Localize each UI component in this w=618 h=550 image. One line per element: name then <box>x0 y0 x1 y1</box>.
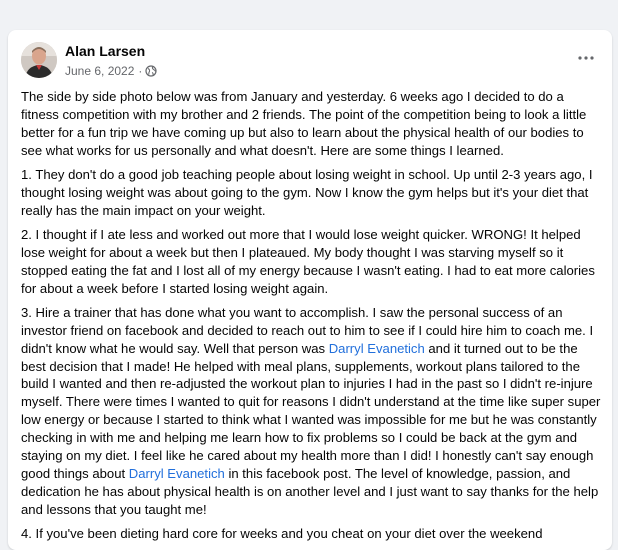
paragraph-text: 2. I thought if I ate less and worked out more that I would lose weight quicker. WRONG! It helped lose weight for about a week but then I plateaued. My body thought I was starving myself so it stopped eating the fat and I lost all of my energy because I wasn't eating. I had to eat more calories for about a week before I started losing weight again. <box>21 226 595 296</box>
more-options-icon[interactable] <box>574 48 598 68</box>
profile-link[interactable]: Darryl Evanetich <box>128 466 225 482</box>
author-name[interactable]: Alan Larsen <box>65 43 146 59</box>
post-paragraph <box>21 226 601 298</box>
post-card <box>8 30 612 550</box>
post-paragraph <box>21 166 601 220</box>
post-paragraph <box>21 525 601 543</box>
profile-link[interactable]: Darryl Evanetich <box>328 340 425 356</box>
post-meta <box>65 64 157 78</box>
paragraph-text: The side by side photo below was from January and yesterday. 6 weeks ago I decided to do a fitness competition with my brother and 2 friends. The point of the competition being to look a little better for a fun trip we have coming up but also to learn about the physical health of our bodies to see what works for us personally and what doesn't. Here are some things I learned. <box>21 89 587 158</box>
paragraph-text: in this facebook post. The level of knowledge, passion, and dedication he has about physical health is on another level and I just want to say thanks for the help and lessons that you taught me! <box>21 466 599 517</box>
post-paragraph <box>21 304 601 519</box>
post-date[interactable]: June 6, 2022 <box>65 64 135 78</box>
post-paragraph <box>21 88 601 160</box>
paragraph-text: and it turned out to be the best decision that I made! He helped with meal plans, supplements, workout plans tailored to the build I wanted and then re-adjusted the workout plan to injuries I had in the past so I didn't re-injure myself. There were times I wanted to quit for reasons I didn't understand at the time like super super low energy or because I started to think what I wanted was impossible for me but he was constantly checking in with me and helping me learn how to fix problems so I could be back at the gym and staying on my diet. I feel like he cared about my health more than I did! I honestly can't say enough good things about <box>21 340 601 482</box>
paragraph-text: 3. Hire a trainer that has done what you want to accomplish. I saw the personal success of an investor friend on facebook and decided to reach out to him to see if I could hire him to coach me. I didn't know what he would say. Well that person was <box>21 304 594 356</box>
avatar-image <box>21 42 57 78</box>
paragraph-text: 1. They don't do a good job teaching people about losing weight in school. Up until 2-3 years ago, I thought losing weight was about going to the gym. Now I know the gym helps but it's your diet that really has the main impact on your weight. <box>21 166 593 218</box>
meta-separator: · <box>138 64 143 78</box>
paragraph-text: 4. If you've been dieting hard core for weeks and you cheat on your diet over the weekend <box>21 526 543 542</box>
globe-icon[interactable] <box>145 65 157 77</box>
post-text <box>21 88 601 549</box>
post-header <box>8 30 612 86</box>
avatar[interactable] <box>21 42 57 78</box>
